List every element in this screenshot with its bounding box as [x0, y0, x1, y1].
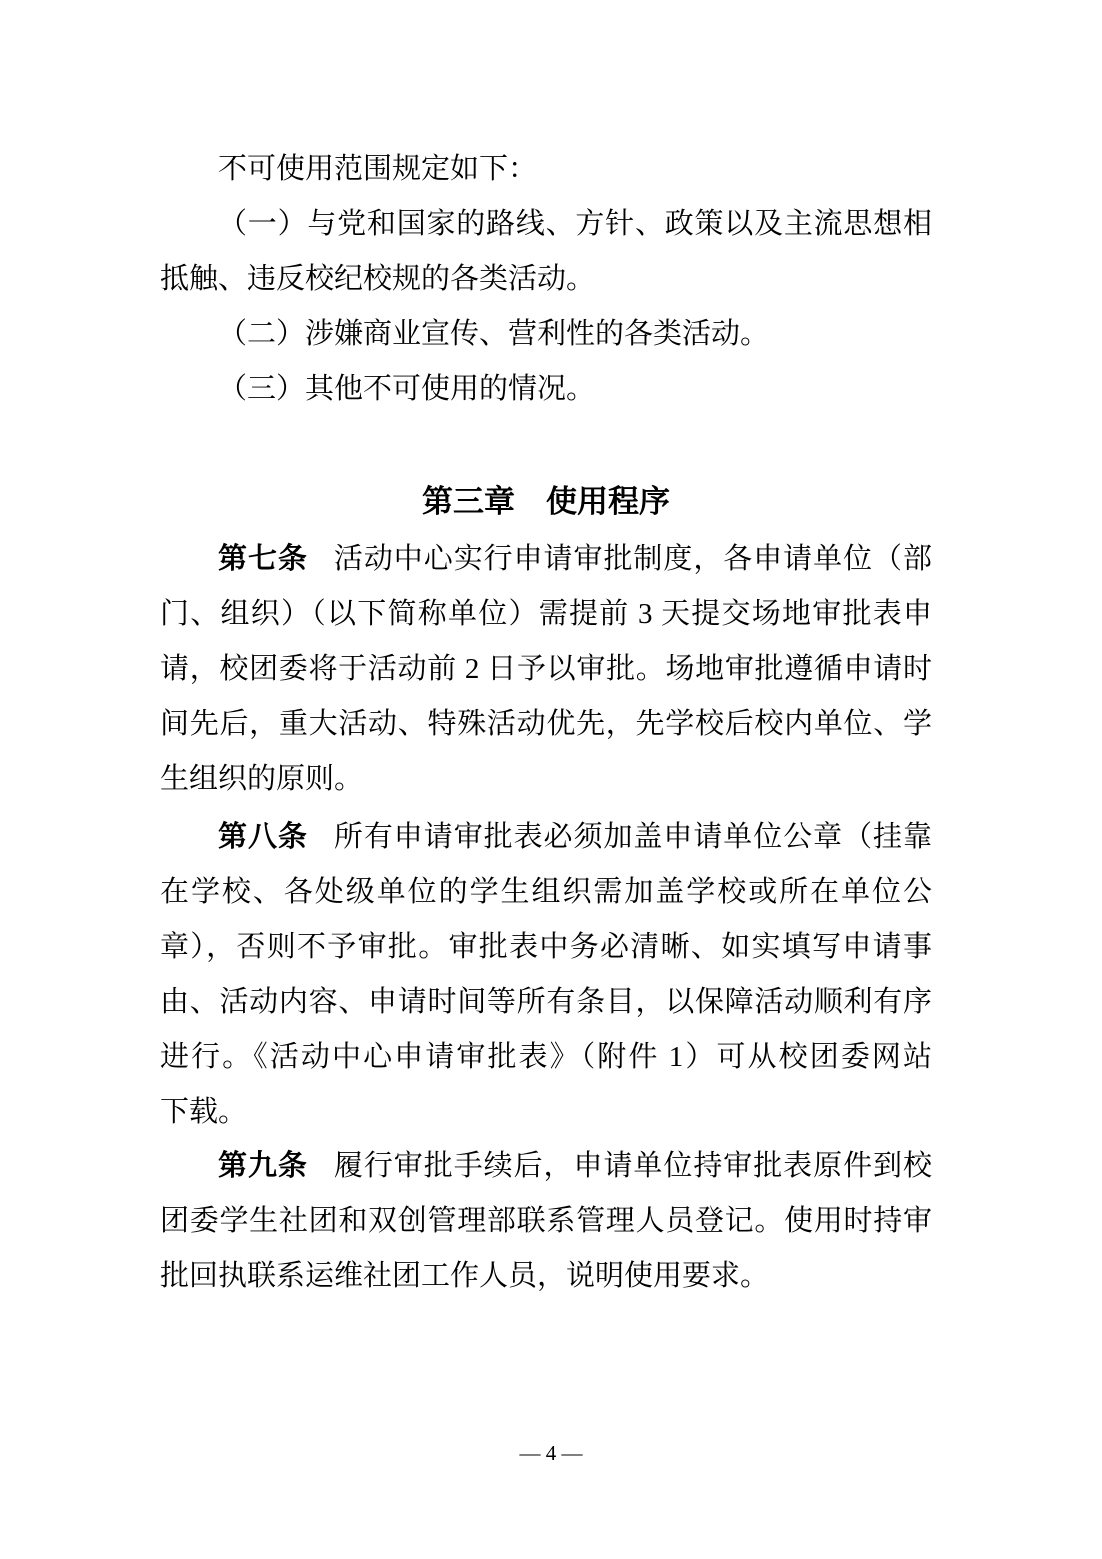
article-9-number: 第九条	[218, 1150, 308, 1182]
article-9-line-1	[160, 1139, 932, 1194]
article-7-line-4: 间先后，重大活动、特殊活动优先，先学校后校内单位、学	[160, 708, 932, 740]
article-8-line-4: 由、活动内容、申请时间等所有条目，以保障活动顺利有序	[160, 986, 932, 1018]
prohibited-item-1-line-1: （一）与党和国家的路线、方针、政策以及主流思想相	[218, 208, 932, 240]
article-9-line-2: 团委学生社团和双创管理部联系管理人员登记。使用时持审	[160, 1205, 932, 1237]
article-9-line-3: 批回执联系运维社团工作人员，说明使用要求。	[160, 1260, 770, 1292]
article-9-line-1-text: 履行审批手续后，申请单位持审批表原件到校	[333, 1150, 932, 1182]
article-8-line-1	[160, 810, 932, 865]
article-9	[160, 1139, 932, 1304]
article-8-line-5: 进行。《活动中心申请审批表》（附件 1）可从校团委网站	[160, 1041, 932, 1073]
prohibited-item-2: （二）涉嫌商业宣传、营利性的各类活动。	[218, 318, 770, 350]
article-8-line-1-text: 所有申请审批表必须加盖申请单位公章（挂靠	[333, 821, 932, 853]
article-7-line-1	[160, 532, 932, 587]
article-8-line-2: 在学校、各处级单位的学生组织需加盖学校或所在单位公	[160, 876, 932, 908]
article-7	[160, 532, 932, 807]
article-8	[160, 810, 932, 1140]
article-7-line-5: 生组织的原则。	[160, 763, 364, 795]
article-7-line-2: 门、组织）（以下简称单位）需提前 3 天提交场地审批表申	[160, 598, 932, 630]
article-8-line-3: 章），否则不予审批。审批表中务必清晰、如实填写申请事	[160, 931, 932, 963]
section-prohibited-scope	[160, 142, 932, 417]
article-7-line-1-text: 活动中心实行申请审批制度，各申请单位（部	[333, 543, 932, 575]
article-7-number: 第七条	[218, 543, 308, 575]
intro-line: 不可使用范围规定如下：	[218, 153, 538, 185]
article-8-number: 第八条	[218, 821, 308, 853]
prohibited-item-1-line-2: 抵触、违反校纪校规的各类活动。	[160, 263, 596, 295]
article-7-line-3: 请，校团委将于活动前 2 日予以审批。场地审批遵循申请时	[160, 653, 932, 685]
page-number: — 4 —	[519, 1441, 583, 1465]
prohibited-item-3: （三）其他不可使用的情况。	[218, 373, 596, 405]
chapter-heading: 第三章 使用程序	[422, 484, 670, 519]
article-8-line-6: 下载。	[160, 1096, 248, 1128]
